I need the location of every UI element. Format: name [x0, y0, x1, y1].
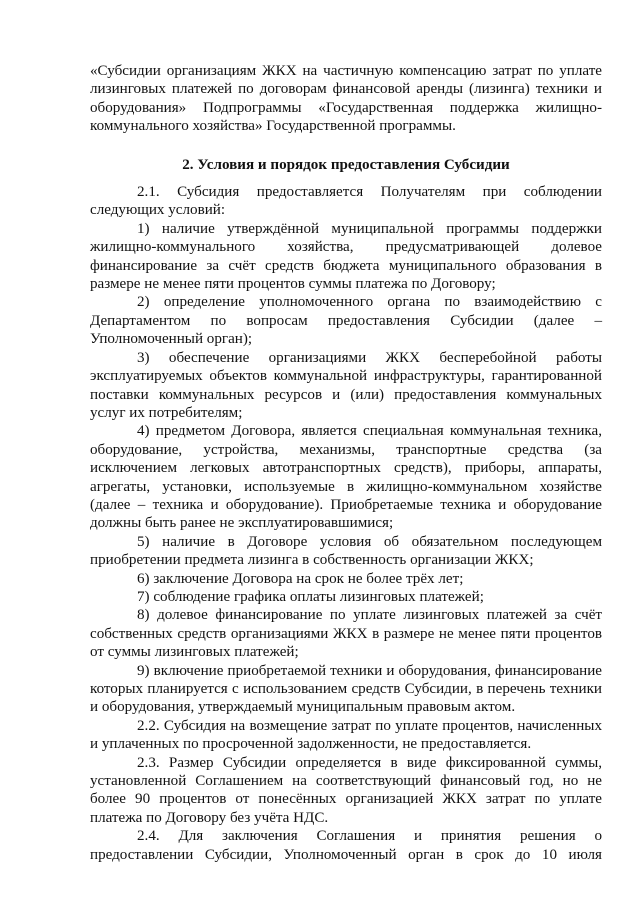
- paragraph-2-1: 2.1. Субсидия предоставляется Получателям при соблюдении следующих условий:: [90, 184, 602, 219]
- condition-9: 9) включение приобретаемой техники и оборудования, финансирование которых планируется с использованием средств Субсидии, в перечень техники и оборудования, утверждаемый муниципальным правовым актом.: [90, 662, 602, 716]
- section-title: 2. Условия и порядок предоставления Субсидии: [182, 156, 510, 173]
- condition-8: 8) долевое финансирование по уплате лизинговых платежей за счёт собственных средств организациями ЖКХ в размере не менее пяти процентов от суммы лизинговых платежей;: [90, 607, 602, 661]
- paragraph-2-2: 2.2. Субсидия на возмещение затрат по уплате процентов, начисленных и уплаченных по просроченной задолженности, не предоставляется.: [90, 717, 602, 753]
- paragraph-2-4: 2.4. Для заключения Соглашения и принятия решения о предоставлении Субсидии, Уполномоченный орган в срок до 10 июля: [90, 828, 602, 863]
- paragraph-2-3: 2.3. Размер Субсидии определяется в виде фиксированной суммы, установленной Соглашением на соответствующий финансовый год, но не более 90 процентов от понесённых организацией ЖКХ затрат по уплате платежа по Договору без учёта НДС.: [90, 754, 602, 826]
- condition-5: 5) наличие в Договоре условия об обязательном последующем приобретении предмета лизинга в собственность организации ЖКХ;: [90, 533, 602, 569]
- document-page: [90, 62, 602, 864]
- condition-4: 4) предметом Договора, является специальная коммунальная техника, оборудование, устройства, механизмы, транспортные средства (за исключением легковых автотранспортных средств), приборы, аппараты, агрегаты, установки, используемые в жилищно-коммунальном хозяйстве (далее – техника и оборудование). Приобретаемые техника и оборудование должны быть ранее не эксплуатировавшимися;: [90, 423, 602, 532]
- condition-7: 7) соблюдение графика оплаты лизинговых платежей;: [137, 588, 484, 605]
- condition-3: 3) обеспечение организациями ЖКХ бесперебойной работы эксплуатируемых объектов коммунальной инфраструктуры, гарантированной поставки коммунальных ресурсов и (или) предоставления коммунальных услуг их потребителям;: [90, 349, 602, 421]
- condition-6: 6) заключение Договора на срок не более трёх лет;: [137, 570, 464, 587]
- condition-2: 2) определение уполномоченного органа по взаимодействию с Департаментом по вопросам предоставления Субсидии (далее – Уполномоченный орган);: [90, 294, 602, 348]
- condition-1: 1) наличие утверждённой муниципальной программы поддержки жилищно-коммунального хозяйства, предусматривающей долевое финансирование за счёт средств бюджета муниципального образования в размере не менее пяти процентов суммы платежа по Договору;: [90, 220, 602, 293]
- intro-paragraph: «Субсидии организациям ЖКХ на частичную компенсацию затрат по уплате лизинговых платежей по договорам финансовой аренды (лизинга) техники и оборудования» Подпрограммы «Государственная поддержка жилищно-коммунального хозяйства» Государственной программы.: [90, 63, 602, 135]
